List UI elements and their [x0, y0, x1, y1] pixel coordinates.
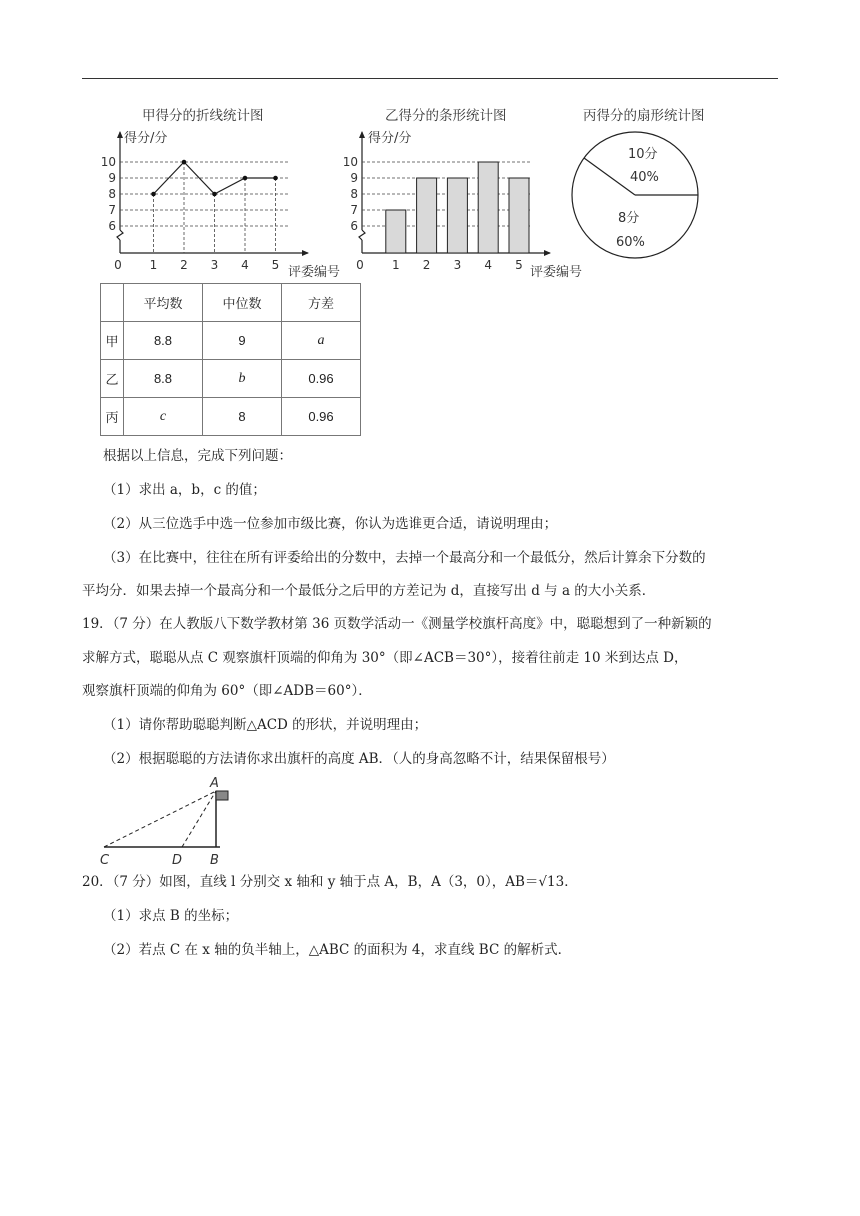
- table-row: [101, 360, 361, 398]
- pie-label-10: 10分: [628, 147, 658, 162]
- table-header-median: 中位数: [203, 284, 282, 322]
- q18-intro: 根据以上信息，完成下列问题：: [103, 448, 292, 464]
- flagpole-figure: [96, 772, 246, 868]
- y-axis-break: [359, 230, 365, 240]
- pie-label-8: 8分: [618, 211, 640, 226]
- header-rule: [82, 78, 778, 79]
- pie-chart: [570, 128, 710, 268]
- q20-part2: （2）若点 C 在 x 轴的负半轴上，△ABC 的面积为 4，求直线 BC 的解析式．: [103, 942, 572, 958]
- point-label-b: B: [210, 853, 219, 868]
- y-tick-label: 8: [108, 187, 116, 201]
- x-axis-arrow: [544, 250, 551, 256]
- y-axis-arrow: [359, 131, 365, 138]
- y-tick-label: 10: [100, 155, 116, 169]
- bar-chart: [340, 122, 600, 282]
- table-cell: 丙: [101, 398, 124, 436]
- x-tick-label: 4: [484, 258, 493, 272]
- q19-line3: 观察旗杆顶端的仰角为 60°（即∠ADB＝60°）．: [82, 683, 372, 699]
- y-tick-label: 8: [350, 187, 358, 201]
- x-tick-label: 1: [391, 258, 400, 272]
- q19-part2: （2）根据聪聪的方法请你求出旗杆的高度 AB．（人的身高忽略不计，结果保留根号）: [103, 751, 615, 767]
- q19-line2: 求解方式，聪聪从点 C 观察旗杆顶端的仰角为 30°（即∠ACB＝30°），接着往前走 10 米到达点 D，: [82, 650, 688, 666]
- y-tick-label: 9: [108, 171, 116, 185]
- x-tick-label: 3: [210, 258, 219, 272]
- flag-rect: [216, 791, 228, 800]
- pie-pct-40: 40%: [630, 170, 659, 185]
- q18-part3-line1: （3）在比赛中，往往在所有评委给出的分数中，去掉一个最高分和一个最低分，然后计算余下分数的: [103, 550, 706, 566]
- point-label-d: D: [172, 853, 183, 868]
- x-tick-label: 4: [241, 258, 249, 272]
- data-point: [182, 160, 187, 165]
- bar: [478, 162, 498, 253]
- y-tick-label: 6: [350, 219, 358, 233]
- line-chart-title: 甲得分的折线统计图: [142, 108, 264, 124]
- bar-chart-xlabel: 评委编号: [530, 265, 583, 280]
- table-cell: a: [282, 322, 361, 360]
- bar: [447, 178, 467, 253]
- q20-line1: 20．（7 分）如图，直线 l 分别交 x 轴和 y 轴于点 A，B，A（3，0），AB＝√13．: [82, 874, 578, 890]
- table-cell: 甲: [101, 322, 124, 360]
- y-tick-label: 6: [108, 219, 116, 233]
- x-tick-label: 3: [453, 258, 462, 272]
- q19-part1: （1）请你帮助聪聪判断△ACD 的形状，并说明理由；: [103, 717, 428, 733]
- q18-part3-line2: 平均分．如果去掉一个最高分和一个最低分之后甲的方差记为 d，直接写出 d 与 a 的大小关系．: [82, 583, 656, 599]
- table-header-variance: 方差: [282, 284, 361, 322]
- table-cell: 0.96: [282, 360, 361, 398]
- table-cell: 0.96: [282, 398, 361, 436]
- table-cell: 8.8: [124, 322, 203, 360]
- table-cell: 8.8: [124, 360, 203, 398]
- x-axis-arrow: [302, 250, 309, 256]
- data-point: [273, 176, 278, 181]
- x-tick-label: 5: [515, 258, 523, 272]
- y-tick-label: 7: [108, 203, 116, 217]
- table-cell: 8: [203, 398, 282, 436]
- bar: [386, 210, 406, 253]
- y-tick-label: 9: [350, 171, 358, 185]
- table-cell: c: [124, 398, 203, 436]
- q18-part1: （1）求出 a，b，c 的值；: [103, 482, 266, 498]
- table-row: [101, 398, 361, 436]
- q19-line1: 19．（7 分）在人教版八下数学教材第 36 页数学活动一《测量学校旗杆高度》中，聪聪想到了一种新颖的: [82, 616, 712, 632]
- y-axis-break: [117, 230, 123, 240]
- y-axis-arrow: [117, 131, 123, 138]
- table-row: [101, 322, 361, 360]
- x-tick-label: 2: [180, 258, 188, 272]
- point-label-a: A: [210, 776, 219, 791]
- data-point: [243, 176, 248, 181]
- bar: [417, 178, 437, 253]
- x-tick-label: 2: [422, 258, 431, 272]
- line-chart-xlabel: 评委编号: [288, 265, 341, 280]
- x-tick-label: 0: [114, 258, 122, 272]
- table-cell: b: [203, 360, 282, 398]
- pie-chart-title: 丙得分的扇形统计图: [583, 108, 705, 124]
- bar: [509, 178, 529, 253]
- stats-table: [100, 283, 361, 436]
- q18-part2: （2）从三位选手中选一位参加市级比赛，你认为选谁更合适，请说明理由；: [103, 516, 558, 532]
- bar-chart-title: 乙得分的条形统计图: [385, 108, 507, 124]
- y-tick-label: 7: [350, 203, 358, 217]
- line-chart: [96, 122, 356, 282]
- table-cell: [101, 284, 124, 322]
- data-point: [151, 192, 156, 197]
- table-header-row: [101, 284, 361, 322]
- x-tick-label: 1: [149, 258, 158, 272]
- x-tick-label: 5: [271, 258, 280, 272]
- line-chart-ylabel: 得分/分: [124, 131, 168, 146]
- point-label-c: C: [100, 853, 110, 868]
- table-cell: 乙: [101, 360, 124, 398]
- y-tick-label: 10: [342, 155, 358, 169]
- table-cell: 9: [203, 322, 282, 360]
- bar-chart-ylabel: 得分/分: [368, 131, 412, 146]
- table-header-mean: 平均数: [124, 284, 203, 322]
- data-point: [212, 192, 217, 197]
- q20-part1: （1）求点 B 的坐标；: [103, 908, 239, 924]
- pie-pct-60: 60%: [616, 235, 645, 250]
- x-tick-label: 0: [356, 258, 364, 272]
- sightline-ca: [104, 791, 216, 847]
